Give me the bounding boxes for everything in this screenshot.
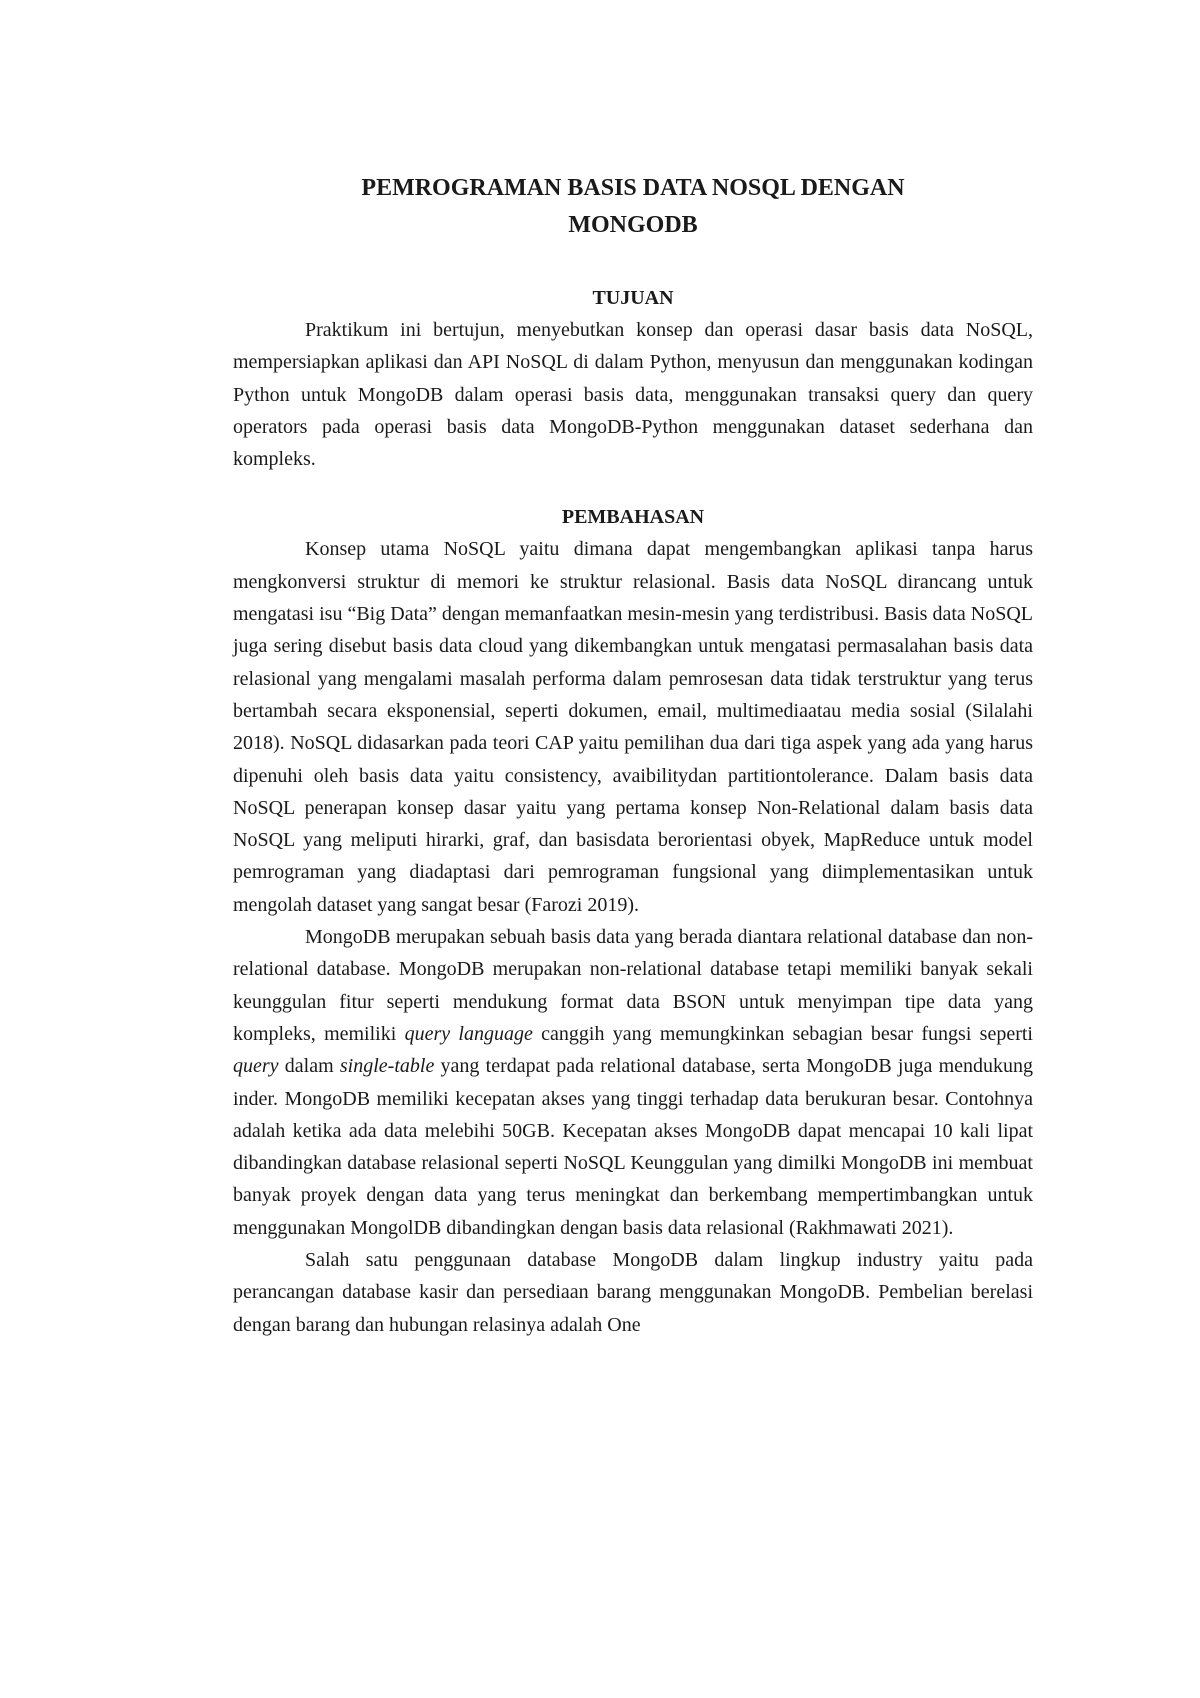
document-page xyxy=(233,170,1033,1341)
italic-term-single-table: single-table xyxy=(339,1055,435,1078)
paragraph-pembahasan-3: Salah satu penggunaan database MongoDB dalam lingkup industry yaitu pada perancangan database kasir dan persediaan barang menggunakan MongoDB. Pembelian berelasi dengan barang dan hubungan relasinya adalah One xyxy=(233,1249,1033,1336)
italic-term-query: query xyxy=(233,1055,279,1078)
text-run: MongoDB merupakan sebuah basis data yang berada diantara relational database dan non-relational database. MongoDB merupakan non-relational database tetapi memiliki banyak sekali keunggulan fitur seperti mendukung format data BSON untuk menyimpan tipe data yang kompleks, memiliki xyxy=(233,926,1033,1045)
paragraph-tujuan: Praktikum ini bertujun, menyebutkan konsep dan operasi dasar basis data NoSQL, mempersiapkan aplikasi dan API NoSQL di dalam Python, menyusun dan menggunakan kodingan Python untuk MongoDB dalam operasi basis data, menggunakan transaksi query dan query operators pada operasi basis data MongoDB-Python menggunakan dataset sederhana dan kompleks. xyxy=(233,319,1033,471)
text-run: canggih yang memungkinkan sebagian besar fungsi seperti xyxy=(532,1022,1033,1045)
paragraph-pembahasan-1: Konsep utama NoSQL yaitu dimana dapat mengembangkan aplikasi tanpa harus mengkonversi struktur di memori ke struktur relasional. Basis data NoSQL dirancang untuk mengatasi isu “Big Data” dengan memanfaatkan mesin-mesin yang terdistribusi. Basis data NoSQL juga sering disebut basis data cloud yang dikembangkan untuk mengatasi permasalahan basis data relasional yang mengalami masalah performa dalam pemrosesan data tidak terstruktur yang terus bertambah secara eksponensial, seperti dokumen, email, multimediaatau media sosial (Silalahi 2018). NoSQL didasarkan pada teori CAP yaitu pemilihan dua dari tiga aspek yang ada yang harus dipenuhi oleh basis data yaitu consistency, avaibilitydan partitiontolerance. Dalam basis data NoSQL penerapan konsep dasar yaitu yang pertama konsep Non-Relational dalam basis data NoSQL yang meliputi hirarki, graf, dan basisdata berorientasi obyek, MapReduce untuk model pemrograman yang diadaptasi dari pemrograman fungsional yang diimplementasikan untuk mengolah dataset yang sangat besar (Farozi 2019). xyxy=(233,538,1033,916)
paragraph-pembahasan-2 xyxy=(233,921,1033,1244)
document-title xyxy=(233,170,1033,244)
section-heading-tujuan: TUJUAN xyxy=(592,287,674,309)
italic-term-query-language: query language xyxy=(404,1022,533,1045)
title-line-2: MONGODB xyxy=(568,212,698,238)
title-line-1: PEMROGRAMAN BASIS DATA NOSQL DENGAN xyxy=(361,175,905,201)
text-run: dalam xyxy=(278,1055,340,1078)
section-heading-pembahasan: PEMBAHASAN xyxy=(561,506,705,529)
text-run: yang terdapat pada relational database, serta MongoDB juga mendukung inder. MongoDB memiliki kecepatan akses yang tinggi terhadap data berukuran besar. Contohnya adalah ketika ada data melebihi 50GB. Kecepatan akses MongoDB dapat mencapai 10 kali lipat dibandingkan database relasional seperti NoSQL Keunggulan yang dimilki MongoDB ini membuat banyak proyek dengan data yang terus meningkat dan berkembang mempertimbangkan untuk menggunakan MongolDB dibandingkan dengan basis data relasional (Rakhmawati 2021). xyxy=(233,1055,1033,1239)
